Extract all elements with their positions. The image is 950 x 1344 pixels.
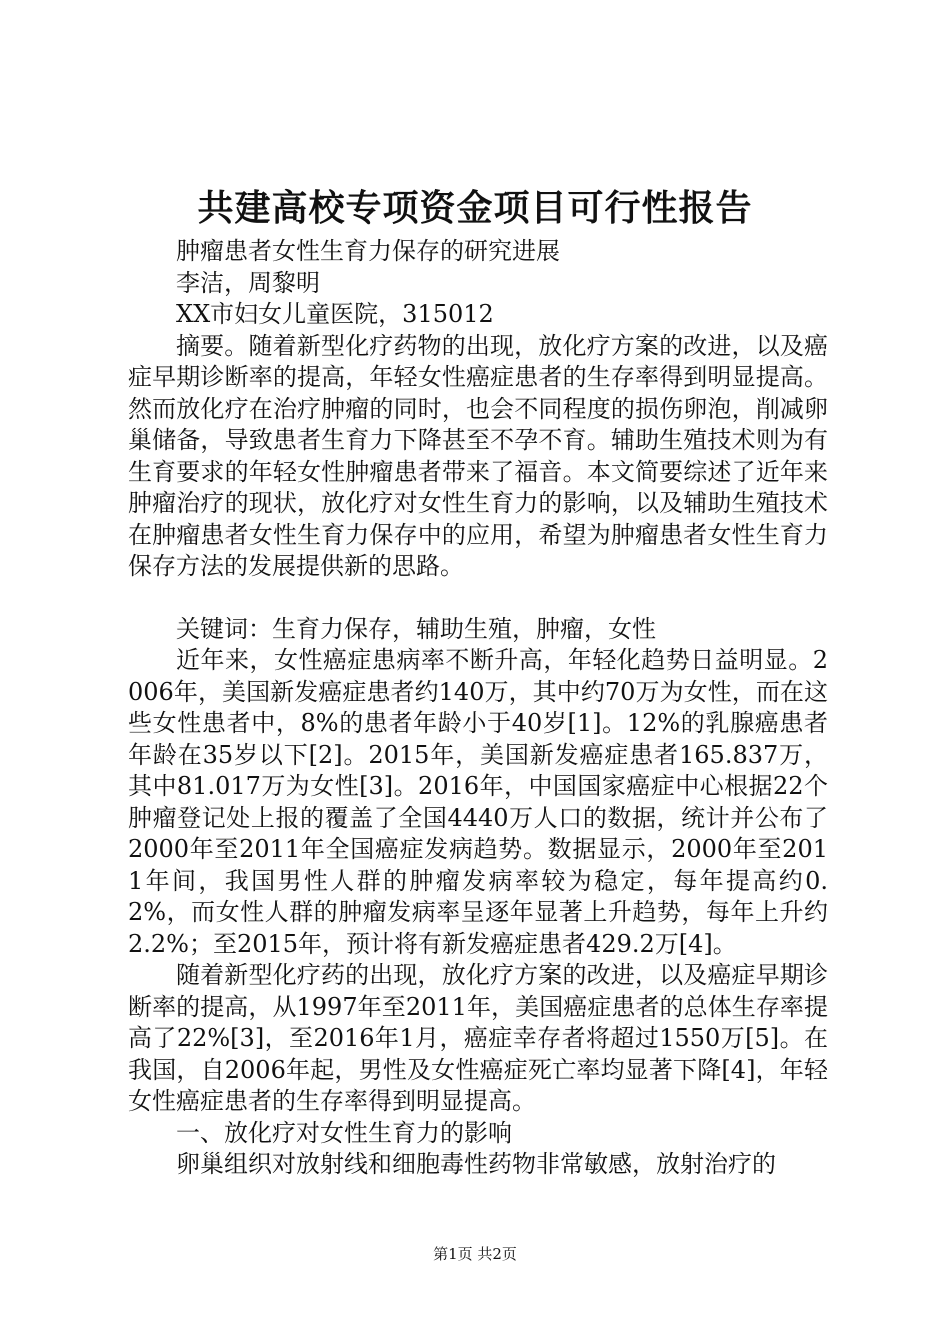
keywords-paragraph: 关键词：生育力保存，辅助生殖，肿瘤，女性	[176, 614, 656, 643]
section-heading: 一、放化疗对女性生育力的影响	[176, 1118, 512, 1147]
document-title: 共建高校专项资金项目可行性报告	[197, 187, 753, 229]
page-footer: 第1页 共2页	[433, 1245, 517, 1263]
affiliation: XX市妇女儿童医院，315012	[176, 300, 494, 328]
body-paragraph: 近年来，女性癌症患病率不断升高，年轻化趋势日益明显。2006年，美国新发癌症患者约140万，其中约70万为女性，而在这些女性患者中，8%的患者年龄小于40岁[1]。12%的乳腺癌患者年龄在35岁以下[2]。2015年，美国新发癌症患者165.837万，其中81.017万为女性[3]。2016年，中国国家癌症中心根据22个肿瘤登记处上报的覆盖了全国4440万人口的数据，统计并公布了2000年至2011年全国癌症发病趋势。数据显示，2000年至2011年间，我国男性人群的肿瘤发病率较为稳定，每年提高约0.2%，而女性人群的肿瘤发病率呈逐年显著上升趋势，每年上升约2.2%；至2015年，预计将有新发癌症患者429.2万[4]。	[128, 646, 828, 958]
abstract-paragraph: 摘要。随着新型化疗药物的出现，放化疗方案的改进，以及癌症早期诊断率的提高，年轻女性癌症患者的生存率得到明显提高。然而放化疗在治疗肿瘤的同时，也会不同程度的损伤卵泡，削减卵巢储备，导致患者生育力下降甚至不孕不育。辅助生殖技术则为有生育要求的年轻女性肿瘤患者带来了福音。本文简要综述了近年来肿瘤治疗的现状，放化疗对女性生育力的影响，以及辅助生殖技术在肿瘤患者女性生育力保存中的应用，希望为肿瘤患者女性生育力保存方法的发展提供新的思路。	[128, 331, 828, 580]
authors: 李洁，周黎明	[176, 268, 320, 297]
paper-title: 肿瘤患者女性生育力保存的研究进展	[176, 237, 560, 265]
body-paragraph: 随着新型化疗药的出现，放化疗方案的改进，以及癌症早期诊断率的提高，从1997年至2011年，美国癌症患者的总体生存率提高了22%[3]，至2016年1月，癌症幸存者将超过1550万[5]。在我国，自2006年起，男性及女性癌症死亡率均显著下降[4]，年轻女性癌症患者的生存率得到明显提高。	[128, 961, 828, 1115]
body-paragraph: 卵巢组织对放射线和细胞毒性药物非常敏感，放射治疗的	[176, 1150, 776, 1178]
document-body	[128, 236, 828, 1181]
